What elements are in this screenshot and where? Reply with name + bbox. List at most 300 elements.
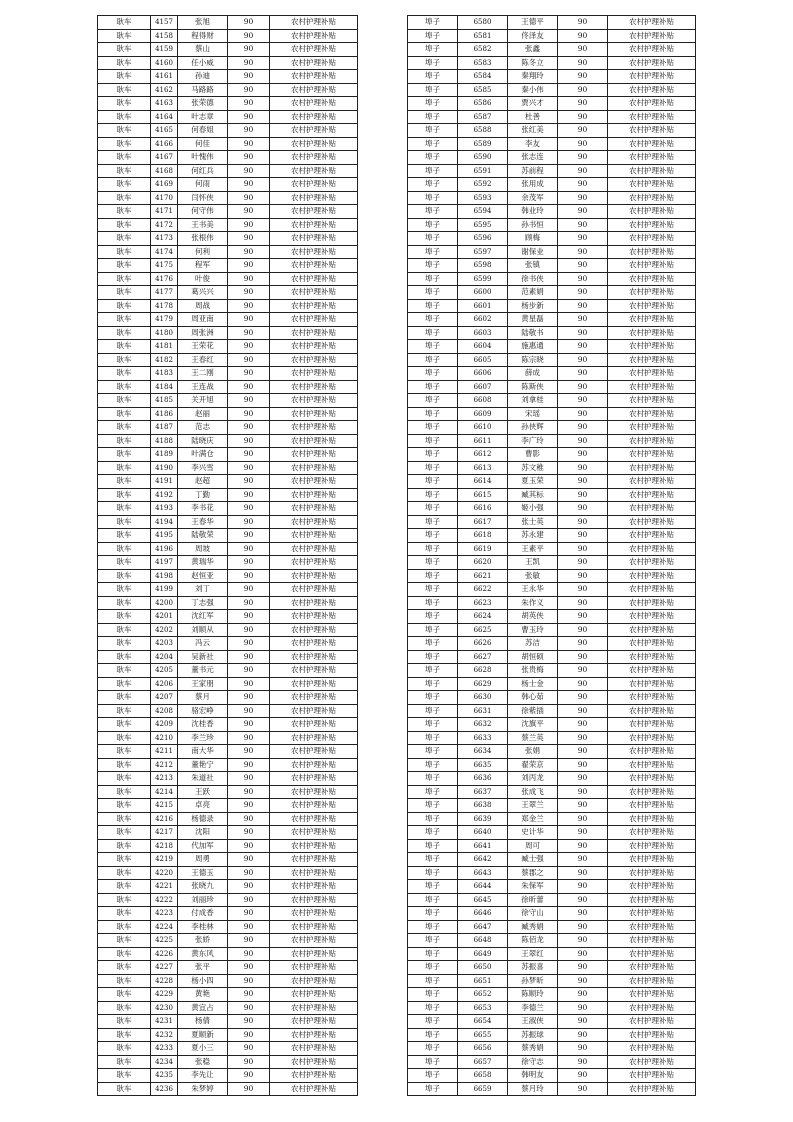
id-cell: 6636 [458, 772, 508, 786]
village-cell: 埠子 [408, 191, 458, 205]
amount-cell: 90 [228, 826, 270, 840]
subsidy-type-cell: 农村护理补贴 [270, 974, 358, 988]
village-cell: 耿车 [98, 691, 151, 705]
id-cell: 4232 [151, 1028, 178, 1042]
table-row [408, 97, 696, 111]
name-cell: 张贵梅 [508, 664, 558, 678]
village-cell: 埠子 [408, 1001, 458, 1015]
name-cell: 程得财 [178, 29, 228, 43]
subsidy-type-cell: 农村护理补贴 [608, 232, 696, 246]
table-row [408, 1042, 696, 1056]
village-cell: 耿车 [98, 97, 151, 111]
village-cell: 耿车 [98, 151, 151, 165]
name-cell: 蔡秀娟 [508, 1042, 558, 1056]
id-cell: 4210 [151, 731, 178, 745]
id-cell: 6640 [458, 826, 508, 840]
id-cell: 4184 [151, 380, 178, 394]
village-cell: 耿车 [98, 259, 151, 273]
name-cell: 张平 [178, 961, 228, 975]
subsidy-type-cell: 农村护理补贴 [270, 367, 358, 381]
name-cell: 朱梦婷 [178, 1082, 228, 1096]
id-cell: 4227 [151, 961, 178, 975]
subsidy-type-cell: 农村护理补贴 [270, 583, 358, 597]
subsidy-type-cell: 农村护理补贴 [608, 529, 696, 543]
table-row [408, 826, 696, 840]
amount-cell: 90 [228, 97, 270, 111]
subsidy-type-cell: 农村护理补贴 [608, 596, 696, 610]
id-cell: 4161 [151, 70, 178, 84]
name-cell: 赵超 [178, 475, 228, 489]
table-row [408, 205, 696, 219]
subsidy-type-cell: 农村护理补贴 [270, 988, 358, 1002]
village-cell: 埠子 [408, 367, 458, 381]
table-row [408, 259, 696, 273]
subsidy-type-cell: 农村护理补贴 [270, 826, 358, 840]
amount-cell: 90 [558, 785, 608, 799]
subsidy-type-cell: 农村护理补贴 [608, 556, 696, 570]
table-row [98, 731, 358, 745]
subsidy-type-cell: 农村护理补贴 [608, 137, 696, 151]
table-row [408, 151, 696, 165]
subsidy-type-cell: 农村护理补贴 [608, 691, 696, 705]
name-cell: 丁志强 [178, 596, 228, 610]
id-cell: 6585 [458, 83, 508, 97]
name-cell: 黄星磊 [508, 313, 558, 327]
subsidy-type-cell: 农村护理补贴 [608, 367, 696, 381]
table-row [98, 286, 358, 300]
village-cell: 埠子 [408, 218, 458, 232]
village-cell: 耿车 [98, 367, 151, 381]
id-cell: 6641 [458, 839, 508, 853]
table-row [98, 164, 358, 178]
village-cell: 埠子 [408, 610, 458, 624]
amount-cell: 90 [558, 29, 608, 43]
subsidy-type-cell: 农村护理补贴 [608, 745, 696, 759]
amount-cell: 90 [228, 731, 270, 745]
village-cell: 耿车 [98, 1028, 151, 1042]
village-cell: 埠子 [408, 326, 458, 340]
table-row [408, 772, 696, 786]
id-cell: 6620 [458, 556, 508, 570]
id-cell: 4204 [151, 650, 178, 664]
id-cell: 6580 [458, 16, 508, 30]
amount-cell: 90 [558, 43, 608, 57]
amount-cell: 90 [228, 353, 270, 367]
name-cell: 夏小三 [178, 1042, 228, 1056]
id-cell: 4192 [151, 488, 178, 502]
table-row [98, 745, 358, 759]
village-cell: 耿车 [98, 961, 151, 975]
village-cell: 埠子 [408, 691, 458, 705]
id-cell: 4209 [151, 718, 178, 732]
name-cell: 任小威 [178, 56, 228, 70]
village-cell: 耿车 [98, 988, 151, 1002]
table-row [98, 556, 358, 570]
name-cell: 李先让 [178, 1069, 228, 1083]
table-row [408, 731, 696, 745]
subsidy-type-cell: 农村护理补贴 [608, 461, 696, 475]
name-cell: 关开旭 [178, 394, 228, 408]
subsidy-type-cell: 农村护理补贴 [270, 758, 358, 772]
name-cell: 陈宗晓 [508, 353, 558, 367]
id-cell: 4193 [151, 502, 178, 516]
amount-cell: 90 [228, 1082, 270, 1096]
amount-cell: 90 [228, 421, 270, 435]
subsidy-type-cell: 农村护理补贴 [270, 1001, 358, 1015]
id-cell: 6587 [458, 110, 508, 124]
id-cell: 6630 [458, 691, 508, 705]
amount-cell: 90 [558, 448, 608, 462]
table-row [98, 893, 358, 907]
table-row [408, 313, 696, 327]
id-cell: 6600 [458, 286, 508, 300]
village-cell: 埠子 [408, 1028, 458, 1042]
village-cell: 耿车 [98, 718, 151, 732]
village-cell: 耿车 [98, 893, 151, 907]
name-cell: 蔡郡之 [508, 866, 558, 880]
table-row [98, 758, 358, 772]
id-cell: 6619 [458, 542, 508, 556]
village-cell: 耿车 [98, 407, 151, 421]
amount-cell: 90 [228, 394, 270, 408]
id-cell: 4158 [151, 29, 178, 43]
id-cell: 6601 [458, 299, 508, 313]
table-row [98, 1055, 358, 1069]
table-row [98, 475, 358, 489]
village-cell: 耿车 [98, 745, 151, 759]
id-cell: 6606 [458, 367, 508, 381]
id-cell: 6611 [458, 434, 508, 448]
name-cell: 秦小伟 [508, 83, 558, 97]
name-cell: 佟泽友 [508, 29, 558, 43]
id-cell: 4195 [151, 529, 178, 543]
subsidy-type-cell: 农村护理补贴 [270, 151, 358, 165]
village-cell: 埠子 [408, 542, 458, 556]
name-cell: 蔡月玲 [508, 1082, 558, 1096]
amount-cell: 90 [228, 29, 270, 43]
subsidy-type-cell: 农村护理补贴 [270, 880, 358, 894]
table-row [98, 29, 358, 43]
amount-cell: 90 [558, 623, 608, 637]
table-row [408, 839, 696, 853]
amount-cell: 90 [228, 70, 270, 84]
name-cell: 姬小强 [508, 502, 558, 516]
amount-cell: 90 [228, 596, 270, 610]
id-cell: 4169 [151, 178, 178, 192]
subsidy-type-cell: 农村护理补贴 [270, 164, 358, 178]
name-cell: 刘拿桂 [508, 394, 558, 408]
village-cell: 耿车 [98, 16, 151, 30]
subsidy-type-cell: 农村护理补贴 [270, 1015, 358, 1029]
amount-cell: 90 [228, 56, 270, 70]
village-cell: 埠子 [408, 124, 458, 138]
table-row [98, 637, 358, 651]
village-cell: 埠子 [408, 434, 458, 448]
id-cell: 4178 [151, 299, 178, 313]
table-row [98, 151, 358, 165]
name-cell: 谢保业 [508, 245, 558, 259]
subsidy-type-cell: 农村护理补贴 [270, 434, 358, 448]
id-cell: 6596 [458, 232, 508, 246]
village-cell: 耿车 [98, 488, 151, 502]
village-cell: 埠子 [408, 907, 458, 921]
table-row [98, 380, 358, 394]
subsidy-type-cell: 农村护理补贴 [608, 974, 696, 988]
amount-cell: 90 [558, 1069, 608, 1083]
subsidy-type-cell: 农村护理补贴 [270, 29, 358, 43]
subsidy-type-cell: 农村护理补贴 [270, 812, 358, 826]
village-cell: 耿车 [98, 947, 151, 961]
id-cell: 4217 [151, 826, 178, 840]
id-cell: 6649 [458, 947, 508, 961]
name-cell: 张成飞 [508, 785, 558, 799]
amount-cell: 90 [558, 664, 608, 678]
village-cell: 耿车 [98, 637, 151, 651]
amount-cell: 90 [228, 745, 270, 759]
name-cell: 韩业玲 [508, 205, 558, 219]
village-cell: 埠子 [408, 353, 458, 367]
village-cell: 埠子 [408, 799, 458, 813]
amount-cell: 90 [228, 272, 270, 286]
village-cell: 埠子 [408, 56, 458, 70]
table-row [408, 164, 696, 178]
table-row [98, 299, 358, 313]
amount-cell: 90 [558, 677, 608, 691]
subsidy-type-cell: 农村护理补贴 [608, 920, 696, 934]
table-row [408, 785, 696, 799]
table-row [98, 677, 358, 691]
subsidy-type-cell: 农村护理补贴 [608, 704, 696, 718]
amount-cell: 90 [228, 340, 270, 354]
amount-cell: 90 [558, 178, 608, 192]
id-cell: 6657 [458, 1055, 508, 1069]
id-cell: 4216 [151, 812, 178, 826]
id-cell: 6594 [458, 205, 508, 219]
amount-cell: 90 [228, 947, 270, 961]
amount-cell: 90 [558, 515, 608, 529]
id-cell: 4214 [151, 785, 178, 799]
subsidy-type-cell: 农村护理补贴 [270, 947, 358, 961]
subsidy-type-cell: 农村护理补贴 [270, 205, 358, 219]
id-cell: 4213 [151, 772, 178, 786]
subsidy-type-cell: 农村护理补贴 [270, 56, 358, 70]
id-cell: 4231 [151, 1015, 178, 1029]
name-cell: 翟荣京 [508, 758, 558, 772]
amount-cell: 90 [558, 205, 608, 219]
name-cell: 何佳 [178, 137, 228, 151]
village-cell: 埠子 [408, 299, 458, 313]
table-row [408, 920, 696, 934]
amount-cell: 90 [228, 704, 270, 718]
table-row [408, 110, 696, 124]
name-cell: 南大华 [178, 745, 228, 759]
village-cell: 埠子 [408, 1015, 458, 1029]
amount-cell: 90 [228, 1028, 270, 1042]
id-cell: 6655 [458, 1028, 508, 1042]
name-cell: 孙梦昕 [508, 974, 558, 988]
id-cell: 4180 [151, 326, 178, 340]
subsidy-type-cell: 农村护理补贴 [608, 448, 696, 462]
village-cell: 耿车 [98, 934, 151, 948]
table-row [408, 218, 696, 232]
id-cell: 4218 [151, 839, 178, 853]
table-row [408, 272, 696, 286]
amount-cell: 90 [228, 218, 270, 232]
id-cell: 4222 [151, 893, 178, 907]
id-cell: 4182 [151, 353, 178, 367]
subsidy-type-cell: 农村护理补贴 [270, 907, 358, 921]
id-cell: 6584 [458, 70, 508, 84]
subsidy-type-cell: 农村护理补贴 [270, 421, 358, 435]
subsidy-type-cell: 农村护理补贴 [270, 83, 358, 97]
name-cell: 周战 [178, 299, 228, 313]
amount-cell: 90 [558, 880, 608, 894]
name-cell: 孙书恒 [508, 218, 558, 232]
village-cell: 耿车 [98, 380, 151, 394]
amount-cell: 90 [558, 596, 608, 610]
table-row [408, 380, 696, 394]
table-row [408, 853, 696, 867]
village-cell: 埠子 [408, 151, 458, 165]
id-cell: 6583 [458, 56, 508, 70]
table-row [408, 866, 696, 880]
village-cell: 埠子 [408, 664, 458, 678]
name-cell: 李桂林 [178, 920, 228, 934]
subsidy-type-cell: 农村护理补贴 [270, 380, 358, 394]
table-row [98, 448, 358, 462]
amount-cell: 90 [228, 124, 270, 138]
subsidy-type-cell: 农村护理补贴 [270, 961, 358, 975]
subsidy-type-cell: 农村护理补贴 [270, 124, 358, 138]
subsidy-type-cell: 农村护理补贴 [608, 988, 696, 1002]
id-cell: 6604 [458, 340, 508, 354]
name-cell: 苏洁 [508, 637, 558, 651]
amount-cell: 90 [228, 299, 270, 313]
table-row [408, 70, 696, 84]
id-cell: 4183 [151, 367, 178, 381]
village-cell: 埠子 [408, 205, 458, 219]
name-cell: 叶志章 [178, 110, 228, 124]
subsidy-type-cell: 农村护理补贴 [608, 880, 696, 894]
name-cell: 黄艳 [178, 988, 228, 1002]
table-row [408, 907, 696, 921]
table-row [98, 650, 358, 664]
amount-cell: 90 [228, 1042, 270, 1056]
village-cell: 耿车 [98, 1001, 151, 1015]
name-cell: 郑金兰 [508, 812, 558, 826]
village-cell: 埠子 [408, 853, 458, 867]
id-cell: 4160 [151, 56, 178, 70]
name-cell: 秦翔玲 [508, 70, 558, 84]
village-cell: 耿车 [98, 826, 151, 840]
name-cell: 周勇 [178, 853, 228, 867]
name-cell: 张根伟 [178, 232, 228, 246]
id-cell: 6632 [458, 718, 508, 732]
amount-cell: 90 [558, 907, 608, 921]
table-row [408, 988, 696, 1002]
id-cell: 4173 [151, 232, 178, 246]
village-cell: 埠子 [408, 380, 458, 394]
id-cell: 4234 [151, 1055, 178, 1069]
village-cell: 耿车 [98, 839, 151, 853]
village-cell: 耿车 [98, 29, 151, 43]
name-cell: 王春华 [178, 515, 228, 529]
subsidy-type-cell: 农村护理补贴 [608, 583, 696, 597]
id-cell: 6581 [458, 29, 508, 43]
subsidy-type-cell: 农村护理补贴 [608, 340, 696, 354]
amount-cell: 90 [558, 16, 608, 30]
amount-cell: 90 [228, 650, 270, 664]
village-cell: 耿车 [98, 853, 151, 867]
subsidy-type-cell: 农村护理补贴 [608, 839, 696, 853]
subsidy-table-left [97, 15, 358, 1096]
id-cell: 6659 [458, 1082, 508, 1096]
amount-cell: 90 [558, 434, 608, 448]
village-cell: 埠子 [408, 448, 458, 462]
id-cell: 6658 [458, 1069, 508, 1083]
table-row [98, 97, 358, 111]
village-cell: 耿车 [98, 299, 151, 313]
village-cell: 耿车 [98, 1042, 151, 1056]
name-cell: 王翠兰 [508, 799, 558, 813]
id-cell: 4233 [151, 1042, 178, 1056]
table-row [408, 299, 696, 313]
village-cell: 耿车 [98, 1015, 151, 1029]
name-cell: 何守伟 [178, 205, 228, 219]
amount-cell: 90 [228, 610, 270, 624]
subsidy-type-cell: 农村护理补贴 [608, 43, 696, 57]
subsidy-type-cell: 农村护理补贴 [270, 178, 358, 192]
id-cell: 4175 [151, 259, 178, 273]
table-row [408, 610, 696, 624]
subsidy-type-cell: 农村护理补贴 [270, 920, 358, 934]
village-cell: 埠子 [408, 475, 458, 489]
subsidy-type-cell: 农村护理补贴 [270, 515, 358, 529]
table-row [98, 259, 358, 273]
village-cell: 埠子 [408, 488, 458, 502]
table-row [98, 124, 358, 138]
village-cell: 耿车 [98, 164, 151, 178]
amount-cell: 90 [558, 124, 608, 138]
amount-cell: 90 [228, 407, 270, 421]
subsidy-type-cell: 农村护理补贴 [608, 1069, 696, 1083]
id-cell: 6627 [458, 650, 508, 664]
name-cell: 曹影 [508, 448, 558, 462]
name-cell: 孙迪 [178, 70, 228, 84]
name-cell: 骆宏峥 [178, 704, 228, 718]
id-cell: 4166 [151, 137, 178, 151]
id-cell: 6612 [458, 448, 508, 462]
table-row [408, 637, 696, 651]
amount-cell: 90 [228, 691, 270, 705]
subsidy-type-cell: 农村护理补贴 [608, 812, 696, 826]
table-row [98, 421, 358, 435]
amount-cell: 90 [228, 151, 270, 165]
table-row [98, 623, 358, 637]
table-row [98, 947, 358, 961]
amount-cell: 90 [228, 961, 270, 975]
village-cell: 埠子 [408, 232, 458, 246]
table-row [98, 569, 358, 583]
name-cell: 徐紫插 [508, 704, 558, 718]
id-cell: 4186 [151, 407, 178, 421]
id-cell: 4230 [151, 1001, 178, 1015]
name-cell: 王德玉 [178, 866, 228, 880]
amount-cell: 90 [558, 731, 608, 745]
subsidy-type-cell: 农村护理补贴 [270, 272, 358, 286]
subsidy-type-cell: 农村护理补贴 [608, 178, 696, 192]
name-cell: 徐守山 [508, 907, 558, 921]
